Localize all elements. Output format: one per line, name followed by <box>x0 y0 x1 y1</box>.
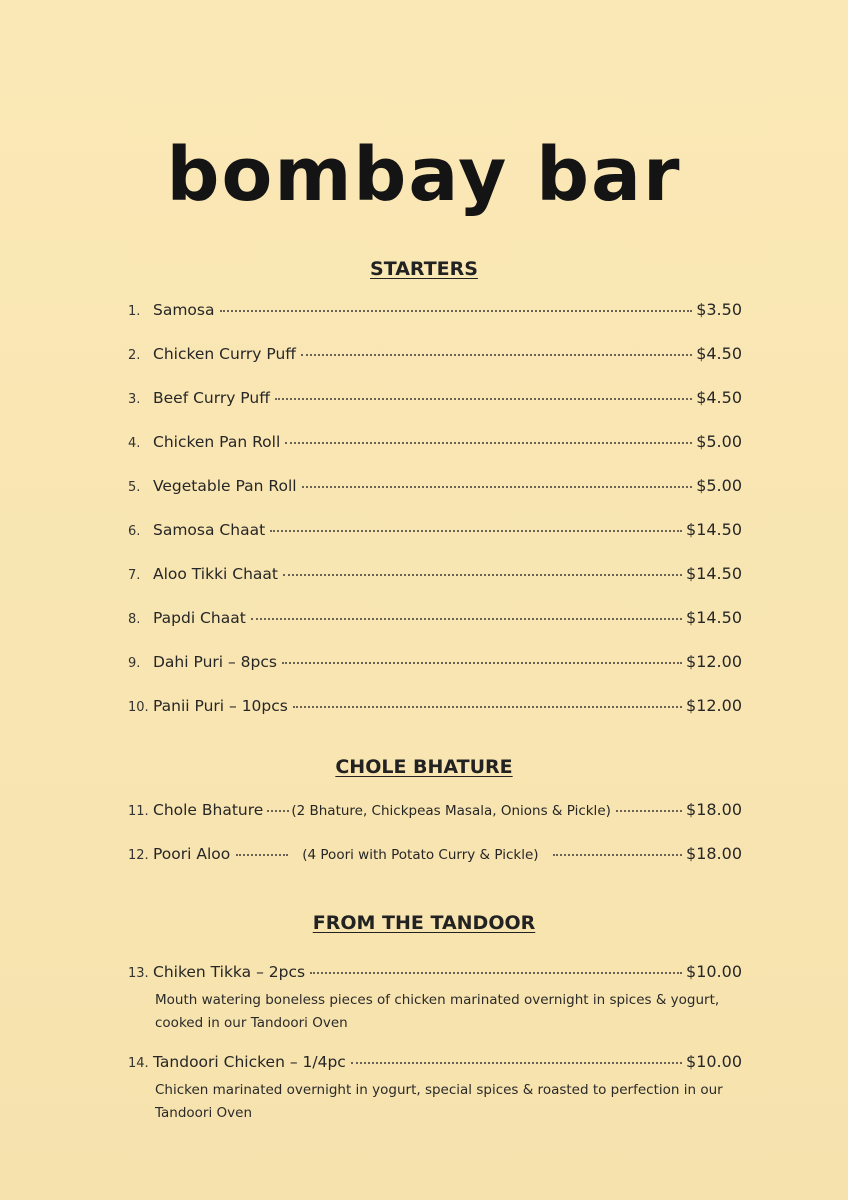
dot-leader <box>267 806 289 812</box>
description-line: Chicken marinated overnight in yogurt, special spices & roasted to perfection in our <box>155 1082 723 1098</box>
item-description <box>155 989 745 1035</box>
item-name: Chiken Tikka – 2pcs <box>153 963 306 981</box>
dot-leader <box>285 438 692 444</box>
item-number: 13. <box>128 966 149 981</box>
item-number: 6. <box>128 524 141 539</box>
dot-leader <box>351 1058 682 1064</box>
item-price: $5.00 <box>696 476 742 495</box>
menu-item <box>128 300 742 324</box>
dot-leader <box>310 968 682 974</box>
dot-leader <box>220 306 693 312</box>
item-price: $14.50 <box>686 608 742 627</box>
item-name: Vegetable Pan Roll <box>153 477 297 495</box>
dot-leader <box>283 570 682 576</box>
item-name: Aloo Tikki Chaat <box>153 565 279 583</box>
item-name: Panii Puri – 10pcs <box>153 697 288 715</box>
description-line: Mouth watering boneless pieces of chicken marinated overnight in spices & yogurt, <box>155 992 720 1008</box>
menu-item <box>128 476 742 500</box>
item-price: $12.00 <box>686 652 742 671</box>
dot-leader <box>302 482 693 488</box>
item-name: Chicken Pan Roll <box>153 433 281 451</box>
dot-leader <box>270 526 682 532</box>
menu-item <box>128 962 742 986</box>
item-price: $10.00 <box>686 962 742 981</box>
item-name: Poori Aloo <box>153 845 231 863</box>
item-number: 11. <box>128 804 149 819</box>
item-price: $5.00 <box>696 432 742 451</box>
item-price: $14.50 <box>686 564 742 583</box>
item-price: $4.50 <box>696 344 742 363</box>
item-number: 9. <box>128 656 141 671</box>
item-number: 7. <box>128 568 141 583</box>
menu-item <box>128 652 742 676</box>
section-title-from-the-tandoor: FROM THE TANDOOR <box>312 912 536 934</box>
item-number: 3. <box>128 392 141 407</box>
dot-leader <box>251 614 682 620</box>
item-price: $12.00 <box>686 696 742 715</box>
item-name: Papdi Chaat <box>153 609 246 627</box>
item-name: Samosa <box>153 301 215 319</box>
item-name: Chicken Curry Puff <box>153 345 296 363</box>
dot-leader <box>282 658 682 664</box>
item-number: 5. <box>128 480 141 495</box>
item-description <box>155 1079 745 1125</box>
menu-item <box>128 564 742 588</box>
restaurant-logo: bombay bar <box>166 132 682 218</box>
dot-leader <box>553 850 682 856</box>
menu-item <box>128 608 742 632</box>
item-number: 1. <box>128 304 141 319</box>
item-name: Samosa Chaat <box>153 521 266 539</box>
description-line: cooked in our Tandoori Oven <box>155 1015 348 1031</box>
item-note: (4 Poori with Potato Curry & Pickle) <box>302 847 539 863</box>
item-number: 4. <box>128 436 141 451</box>
dot-leader <box>293 702 682 708</box>
item-price: $14.50 <box>686 520 742 539</box>
menu-item <box>128 520 742 544</box>
item-price: $10.00 <box>686 1052 742 1071</box>
menu-item <box>128 844 742 868</box>
item-number: 12. <box>128 848 149 863</box>
menu-item <box>128 1052 742 1076</box>
dot-leader <box>616 806 682 812</box>
section-title-starters: STARTERS <box>370 258 478 280</box>
item-name: Tandoori Chicken – 1/4pc <box>153 1053 346 1071</box>
dot-leader <box>275 394 692 400</box>
item-name: Dahi Puri – 8pcs <box>153 653 277 671</box>
menu-item <box>128 800 742 824</box>
menu-item <box>128 344 742 368</box>
menu-item <box>128 388 742 412</box>
item-price: $3.50 <box>696 300 742 319</box>
item-name: Chole Bhature <box>153 801 264 819</box>
item-price: $18.00 <box>686 844 742 863</box>
item-number: 10. <box>128 700 149 715</box>
item-price: $4.50 <box>696 388 742 407</box>
dot-leader <box>301 350 692 356</box>
description-line: Tandoori Oven <box>155 1105 252 1121</box>
item-note: (2 Bhature, Chickpeas Masala, Onions & Pickle) <box>291 803 611 819</box>
item-number: 2. <box>128 348 141 363</box>
item-number: 8. <box>128 612 141 627</box>
menu-item <box>128 432 742 456</box>
item-price: $18.00 <box>686 800 742 819</box>
menu-item <box>128 696 742 720</box>
item-number: 14. <box>128 1056 149 1071</box>
dot-leader <box>236 850 288 856</box>
section-title-chole-bhature: CHOLE BHATURE <box>335 756 513 778</box>
item-name: Beef Curry Puff <box>153 389 270 407</box>
